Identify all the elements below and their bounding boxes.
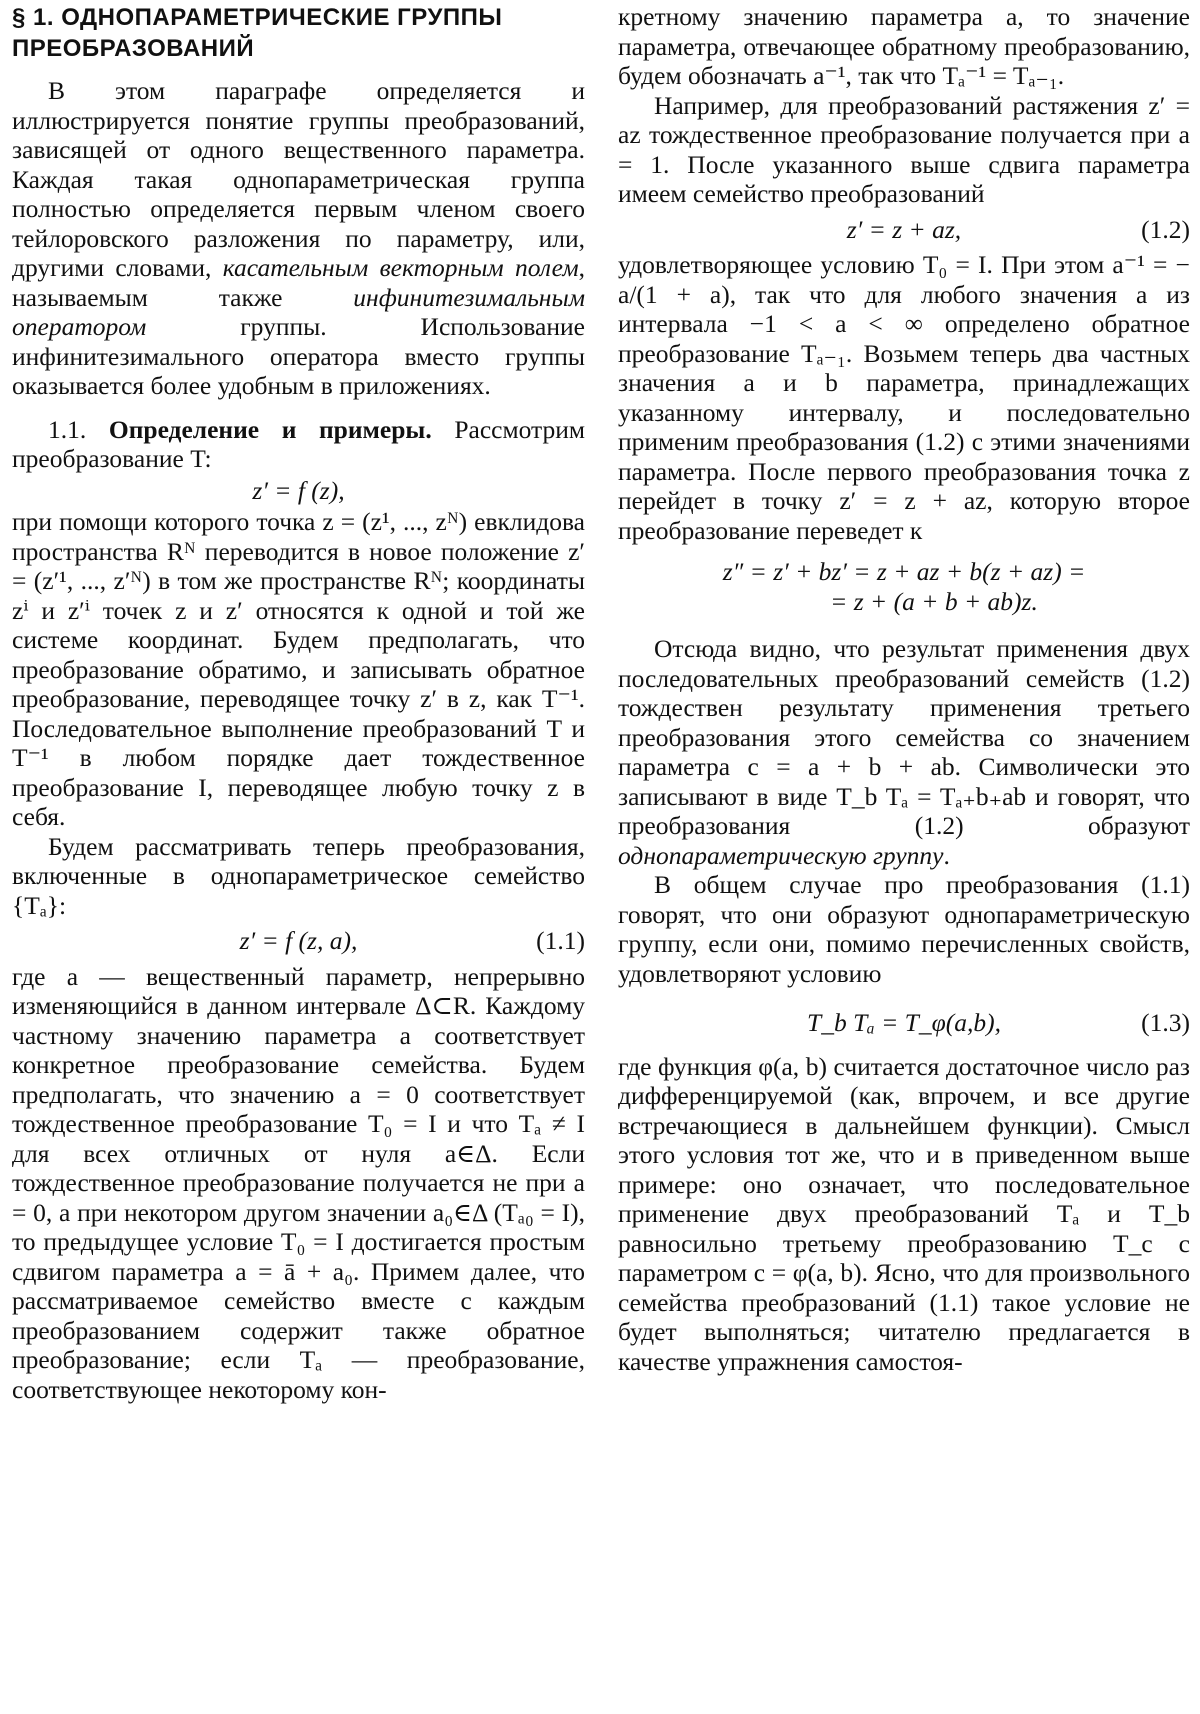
paragraph-parameter: где a — вещественный параметр, непрерывно изменяющийся в данном интервале Δ⊂R. Каждому частному значению параметра a соответствует конкретное преобразование семейства. Будем предполагать, что значению a = 0 соответствует тождественное преобразование T₀ = I и что Tₐ ≠ I для всех отличных от нуля a∈Δ. Если тождественное преобразование получается не при a = 0, а при некотором другом значении a₀∈Δ (Tₐ₀ = I), то предыдущее условие T₀ = I достигается простым сдвигом параметра a = ā + a₀. Примем далее, что рассматриваемое семейство вместе с каждым преобразованием содержит также обратное преобразование; если Tₐ — преобразование, соответствующее некоторому кон-	[12, 962, 585, 1405]
formula-1-3-expression: T_b Tₐ = T_φ(a,b),	[807, 1008, 1001, 1037]
equation-number-1-2: (1.2)	[1141, 215, 1190, 245]
intro-emphasis-operator: инфинитезимальным оператором	[12, 283, 585, 342]
formula-transform: z′ = f (z),	[12, 476, 585, 506]
section-heading: § 1. ОДНОПАРАМЕТРИЧЕСКИЕ ГРУППЫ ПРЕОБРАЗОВАНИЙ	[12, 2, 585, 64]
formula-1-3	[618, 1008, 1190, 1038]
paragraph-inverse-param: кретному значению параметра a, то значение параметра, отвечающее обратному преобразованию, будем обозначать a⁻¹, так что Tₐ⁻¹ = Tₐ₋₁.	[618, 2, 1190, 91]
intro-text-a: В этом параграфе определяется и иллюстрируется понятие группы преобразований, зависящей от одного вещественного параметра. Каждая такая однопараметрическая группа полностью определяется первым членом своего тейлоровского разложения по параметру, или, другими словами,	[12, 76, 585, 282]
paragraph-stretch-example: Например, для преобразований растяжения z′ = az тождественное преобразование получается при a = 1. После указанного выше сдвига параметра имеем семейство преобразований	[618, 91, 1190, 209]
equation-number-1-3: (1.3)	[1141, 1008, 1190, 1038]
formula-composition-line-1: z″ = z′ + bz′ = z + az + b(z + az) =	[618, 557, 1190, 587]
right-column	[618, 2, 1190, 1376]
paragraph-family: Будем рассматривать теперь преобразования, включенные в однопараметрическое семейство {Tₐ}:	[12, 832, 585, 921]
group-emphasis: однопараметрическую группу	[618, 841, 943, 870]
paragraph-general-case: В общем случае про преобразования (1.1) говорят, что они образуют однопараметрическую группу, если они, помимо перечисленных свойств, удовлетворяют условию	[618, 870, 1190, 988]
subsection-number: 1.1.	[48, 415, 86, 444]
equation-number-1-1: (1.1)	[536, 926, 585, 956]
group-text-end: .	[943, 841, 949, 870]
intro-text-b: , называемым также	[12, 253, 585, 312]
formula-composition	[618, 557, 1190, 616]
intro-text-c: группы. Использование инфинитезимального оператора вместо группы оказывается более удобным в приложениях.	[12, 312, 585, 400]
subsection-paragraph	[12, 415, 585, 474]
paragraph-group-definition	[618, 634, 1190, 870]
formula-1-1-expression: z′ = f (z, a),	[240, 926, 358, 955]
left-column	[12, 2, 585, 1404]
formula-1-2	[618, 215, 1190, 245]
paragraph-composition: удовлетворяющее условию T₀ = I. При этом a⁻¹ = − a/(1 + a), так что для любого значения a из интервала −1 < a < ∞ определено обратное преобразование Tₐ₋₁. Возьмем теперь два частных значения a и b параметра, принадлежащих указанному интервалу, и последовательно применим преобразования (1.2) с этими значениями параметра. После первого преобразования точка z перейдет в точку z′ = z + az, которую второе преобразование переведет к	[618, 250, 1190, 545]
subsection-lead-text: Рассмотрим преобразование T:	[12, 415, 585, 474]
formula-composition-line-2: = z + (a + b + ab)z.	[618, 587, 1190, 617]
formula-1-2-expression: z′ = z + az,	[847, 215, 961, 244]
formula-1-1	[12, 926, 585, 956]
paragraph-point-mapping: при помощи которого точка z = (z¹, ..., zᴺ) евклидова пространства Rᴺ переводится в новое положение z′ = (z′¹, ..., z′ᴺ) в том же пространстве Rᴺ; координаты zⁱ и z′ⁱ точек z и z′ относятся к одной и той же системе координат. Будем предполагать, что преобразование обратимо, и записывать обратное преобразование, переводящее точку z′ в z, как T⁻¹. Последовательное выполнение преобразований T и T⁻¹ в любом порядке дает тождественное преобразование I, переводящее любую точку z в себя.	[12, 507, 585, 832]
intro-emphasis-vector-field: касательным векторным полем	[223, 253, 579, 282]
book-page	[0, 0, 1200, 1714]
group-text-a: Отсюда видно, что результат применения двух последовательных преобразований семейств (1.2) тождествен результату применения третьего преобразования этого семейства со значением параметра c = a + b + ab. Символически это записывают в виде T_b Tₐ = Tₐ₊b₊ab и говорят, что преобразования (1.2) образуют	[618, 634, 1190, 840]
subsection-title: Определение и примеры.	[109, 415, 432, 444]
intro-paragraph	[12, 76, 585, 401]
paragraph-phi-function: где функция φ(a, b) считается достаточное число раз дифференцируемой (как, впрочем, и все другие встречающиеся в дальнейшем функции). Смысл этого условия тот же, что и в приведенном выше примере: оно означает, что последовательное применение двух преобразований Tₐ и T_b равносильно третьему преобразованию T_c с параметром c = φ(a, b). Ясно, что для произвольного семейства преобразований (1.1) такое условие не будет выполняться; читателю предлагается в качестве упражнения самостоя-	[618, 1052, 1190, 1377]
